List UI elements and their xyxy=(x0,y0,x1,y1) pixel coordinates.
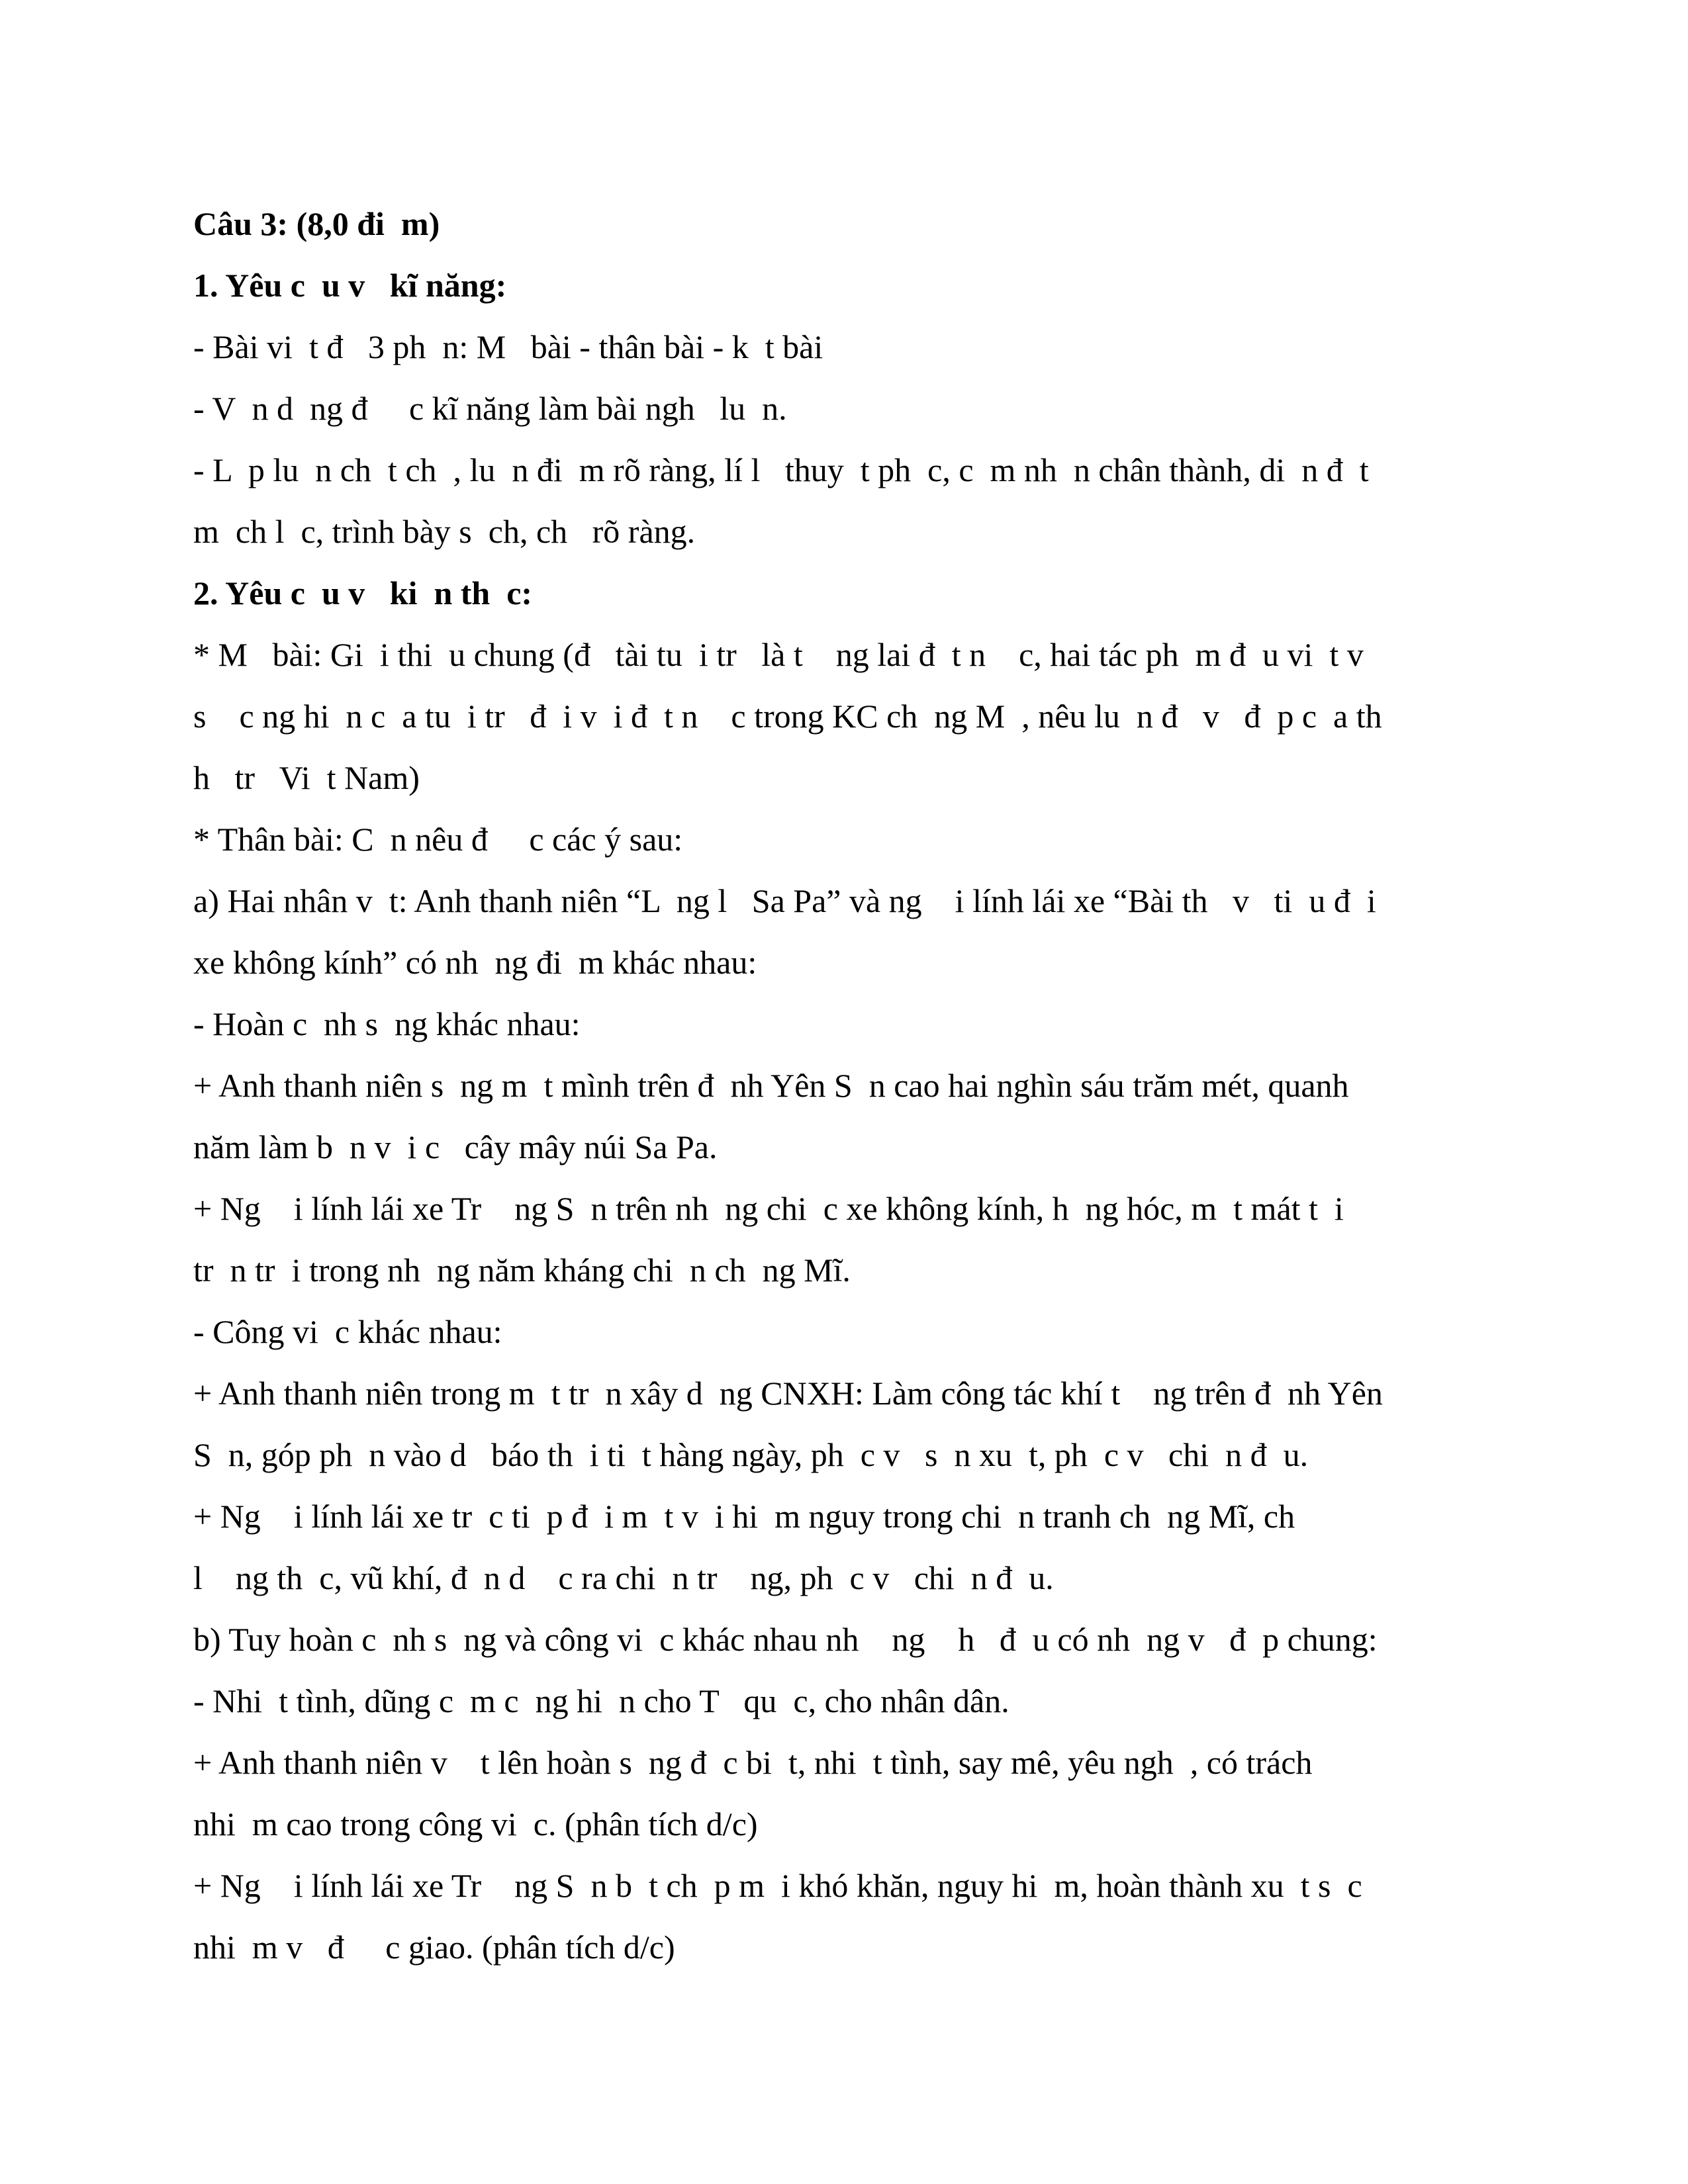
work-line: + Anh thanh niên trong m t tr n xây d ng CNXH: Làm công tác khí t ng trên đ nh Yên xyxy=(193,1375,1383,1412)
intro-line: * M bài: Gi i thi u chung (đ tài tu i tr là t ng lai đ t n c, hai tác ph m đ u vi t v xyxy=(193,636,1364,673)
skill-line: m ch l c, trình bày s ch, ch rõ ràng. xyxy=(193,513,696,550)
enthusiasm-line: nhi m cao trong công vi c. (phân tích d/c) xyxy=(193,1805,758,1843)
skill-line: - Bài vi t đ 3 ph n: M bài - thân bài - k t bài xyxy=(193,328,823,365)
work-heading: - Công vi c khác nhau: xyxy=(193,1313,502,1350)
skill-line: - V n d ng đ c kĩ năng làm bài ngh lu n. xyxy=(193,390,787,427)
intro-line: s c ng hi n c a tu i tr đ i v i đ t n c trong KC ch ng M , nêu lu n đ v đ p c a th xyxy=(193,698,1382,735)
work-line: + Ng i lính lái xe tr c ti p đ i m t v i hi m nguy trong chi n tranh ch ng Mĩ, ch xyxy=(193,1498,1295,1535)
circumstance-heading: - Hoàn c nh s ng khác nhau: xyxy=(193,1005,581,1042)
circumstance-line: năm làm b n v i c cây mây núi Sa Pa. xyxy=(193,1128,718,1165)
section-1-title: 1. Yêu c u v kĩ năng: xyxy=(193,267,507,304)
enthusiasm-line: + Ng i lính lái xe Tr ng S n b t ch p m i khó khăn, nguy hi m, hoàn thành xu t s c xyxy=(193,1867,1362,1904)
work-line: S n, góp ph n vào d báo th i ti t hàng ngày, ph c v s n xu t, ph c v chi n đ u. xyxy=(193,1436,1309,1473)
skill-line: - L p lu n ch t ch , lu n đi m rõ ràng, lí l thuy t ph c, c m nh n chân thành, di n đ t xyxy=(193,451,1369,488)
enthusiasm-heading: - Nhi t tình, dũng c m c ng hi n cho T qu c, cho nhân dân. xyxy=(193,1682,1009,1719)
point-a-line: a) Hai nhân v t: Anh thanh niên “L ng l Sa Pa” và ng i lính lái xe “Bài th v ti u đ i xyxy=(193,882,1376,919)
point-b-line: b) Tuy hoàn c nh s ng và công vi c khác nhau nh ng h đ u có nh ng v đ p chung: xyxy=(193,1621,1378,1658)
question-heading: Câu 3: (8,0 đi m) xyxy=(193,205,440,242)
circumstance-line: tr n tr i trong nh ng năm kháng chi n ch ng Mĩ. xyxy=(193,1251,851,1289)
circumstance-line: + Anh thanh niên s ng m t mình trên đ nh Yên S n cao hai nghìn sáu trăm mét, quanh xyxy=(193,1067,1349,1104)
work-line: l ng th c, vũ khí, đ n d c ra chi n tr ng, ph c v chi n đ u. xyxy=(193,1559,1054,1596)
circumstance-line: + Ng i lính lái xe Tr ng S n trên nh ng chi c xe không kính, h ng hóc, m t mát t i xyxy=(193,1190,1344,1227)
enthusiasm-line: + Anh thanh niên v t lên hoàn s ng đ c bi t, nhi t tình, say mê, yêu ngh , có trách xyxy=(193,1744,1313,1781)
section-2-title: 2. Yêu c u v ki n th c: xyxy=(193,574,533,612)
document-page xyxy=(193,193,1491,1978)
body-heading: * Thân bài: C n nêu đ c các ý sau: xyxy=(193,821,683,858)
point-a-line: xe không kính” có nh ng đi m khác nhau: xyxy=(193,944,757,981)
enthusiasm-line: nhi m v đ c giao. (phân tích d/c) xyxy=(193,1929,675,1966)
intro-line: h tr Vi t Nam) xyxy=(193,759,420,796)
